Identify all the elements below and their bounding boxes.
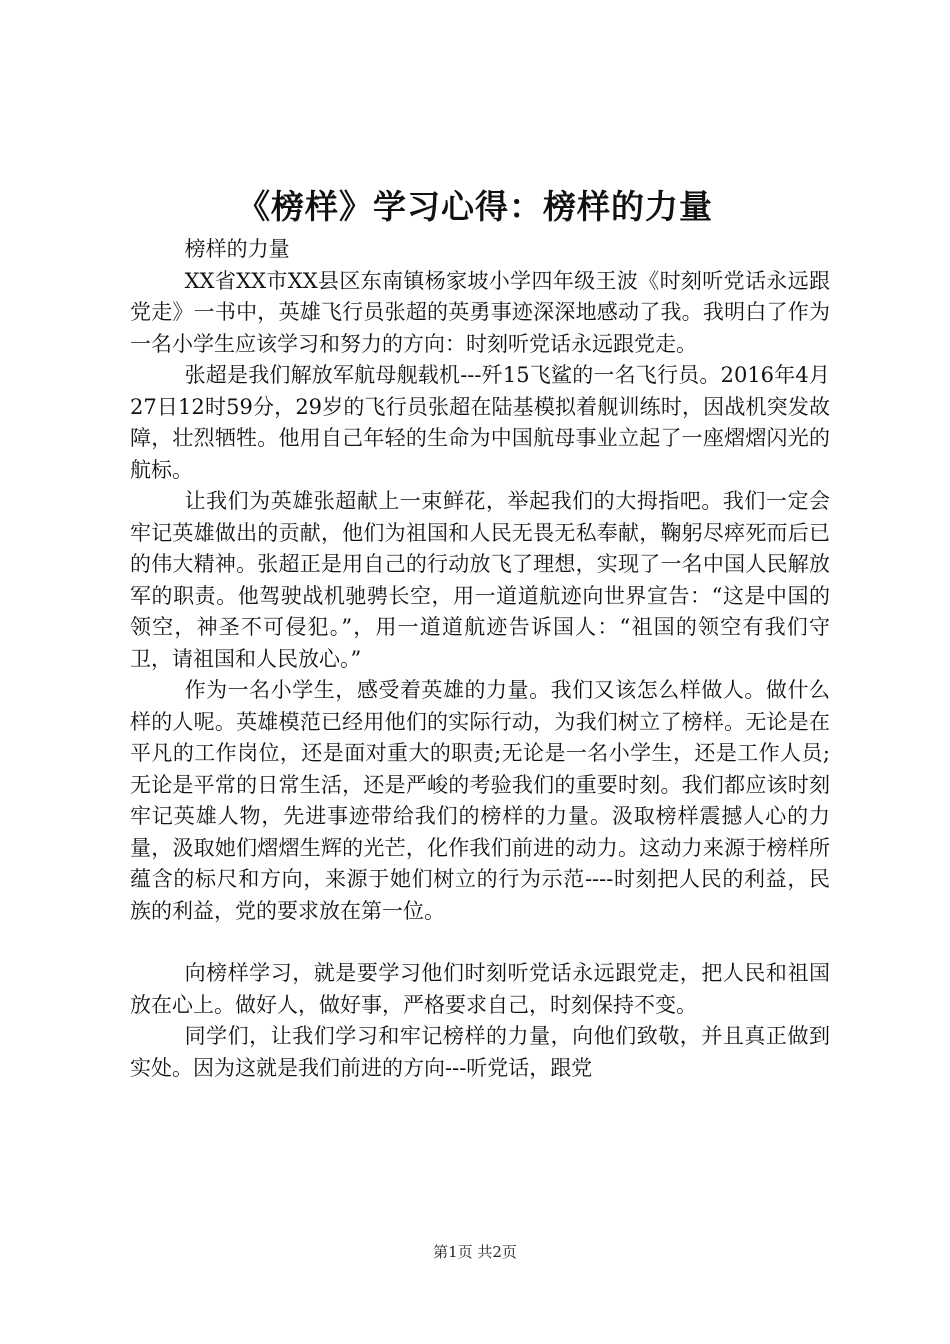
- document-title: 《榜样》学习心得：榜样的力量: [237, 187, 713, 226]
- paragraph-spacer: [130, 927, 830, 958]
- paragraph-5: 向榜样学习，就是要学习他们时刻听党话永远跟党走，把人民和祖国放在心上。做好人，做好事，严格要求自己，时刻保持不变。: [130, 961, 830, 1017]
- document-subtitle: 榜样的力量: [184, 237, 290, 261]
- document-body: [130, 234, 830, 1084]
- paragraph-1: XX省XX市XX县区东南镇杨家坡小学四年级王波《时刻听党话永远跟党走》一书中，英雄飞行员张超的英勇事迹深深地感动了我。我明白了作为一名小学生应该学习和努力的方向：时刻听党话永远跟党走。: [130, 268, 830, 356]
- page-footer: 第1页 共2页: [433, 1243, 517, 1261]
- paragraph-2: 张超是我们解放军航母舰载机---歼15飞鲨的一名飞行员。2016年4月27日12时59分，29岁的飞行员张超在陆基模拟着舰训练时，因战机突发故障，壮烈牺牲。他用自己年轻的生命为中国航母事业立起了一座熠熠闪光的航标。: [130, 363, 830, 482]
- paragraph-4: 作为一名小学生，感受着英雄的力量。我们又该怎么样做人。做什么样的人呢。英雄模范已经用他们的实际行动，为我们树立了榜样。无论是在平凡的工作岗位，还是面对重大的职责;无论是一名小学生，还是工作人员;无论是平常的日常生活，还是严峻的考验我们的重要时刻。我们都应该时刻牢记英雄人物，先进事迹带给我们的榜样的力量。汲取榜样震撼人心的力量，汲取她们熠熠生辉的光芒，化作我们前进的动力。这动力来源于榜样所蕴含的标尺和方向，来源于她们树立的行为示范----时刻把人民的利益，民族的利益，党的要求放在第一位。: [130, 678, 830, 923]
- paragraph-3: 让我们为英雄张超献上一束鲜花，举起我们的大拇指吧。我们一定会牢记英雄做出的贡献，他们为祖国和人民无畏无私奉献，鞠躬尽瘁死而后已的伟大精神。张超正是用自己的行动放飞了理想，实现了一名中国人民解放军的职责。他驾驶战机驰骋长空，用一道道航迹向世界宣告：“这是中国的领空，神圣不可侵犯。”，用一道道航迹告诉国人：“祖国的领空有我们守卫，请祖国和人民放心。”: [130, 489, 830, 671]
- paragraph-6: 同学们，让我们学习和牢记榜样的力量，向他们致敬，并且真正做到实处。因为这就是我们前进的方向---听党话，跟党: [130, 1024, 830, 1080]
